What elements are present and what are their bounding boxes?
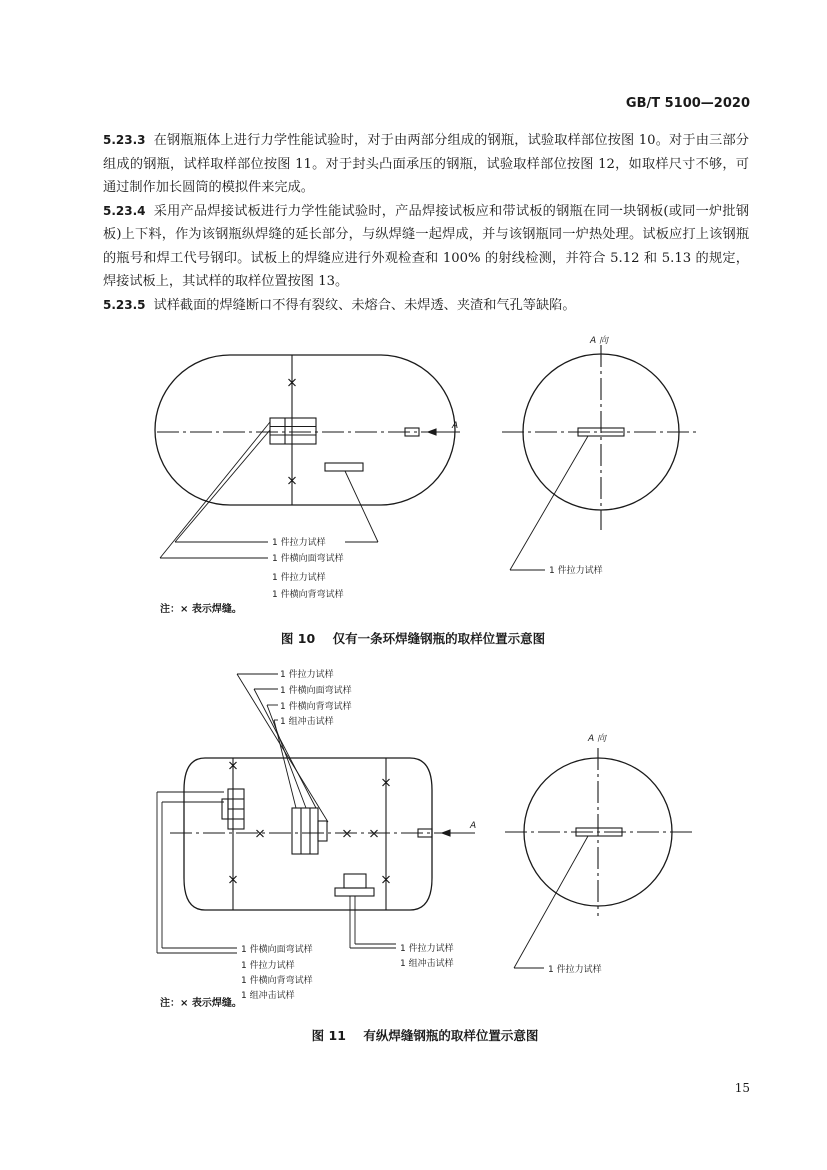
label: 1 件横向面弯试样 (280, 686, 352, 696)
label-list-left (241, 943, 313, 1001)
label: 1 件横向背弯试样 (280, 702, 352, 712)
label-list-top (280, 668, 352, 727)
standard-number: GB/T 5100—2020 (625, 96, 750, 111)
label: 1 件拉力试样 (241, 961, 295, 971)
clause-number: 5.23.3 (103, 133, 146, 147)
cylinder-side-view (170, 758, 470, 910)
end-view-circle (502, 345, 700, 570)
label: 1 件横向面弯试样 (272, 554, 344, 564)
paragraph-text: 试样截面的焊缝断口不得有裂纹、未熔合、未焊透、夹渣和气孔等缺陷。 (153, 297, 576, 313)
end-view-label: 1 件拉力试样 (549, 566, 603, 576)
specimen-group-bottom (335, 874, 374, 896)
leader-lines (160, 422, 378, 558)
clause-number: 5.23.5 (103, 297, 146, 312)
label: 1 件拉力试样 (280, 670, 334, 680)
direction-view-label: A 向 (590, 336, 609, 346)
arrow-label: A (452, 421, 459, 431)
direction-view-label: A 向 (588, 734, 607, 744)
leader-lines-left (157, 792, 237, 953)
view-arrow-a (442, 821, 476, 836)
end-view-label: 1 件拉力试样 (548, 965, 602, 975)
view-arrow-a (428, 421, 458, 435)
figure-note: 注：× 表示焊缝。 (160, 604, 242, 615)
figure-caption: 图 11 有纵焊缝钢瓶的取样位置示意图 (311, 1028, 539, 1043)
body-text (103, 129, 749, 317)
label: 1 件横向背弯试样 (272, 590, 344, 600)
paragraph-5-23-4 (103, 200, 749, 294)
label-list-mid (400, 942, 454, 969)
label: 1 件横向背弯试样 (241, 976, 313, 986)
figure-11 (0, 668, 827, 1048)
label: 1 组冲击试样 (400, 959, 454, 969)
figure-10 (0, 330, 827, 650)
page-number: 15 (734, 1081, 750, 1095)
clause-number: 5.23.4 (103, 203, 146, 218)
figure-note: 注：× 表示焊缝。 (160, 998, 242, 1009)
label: 1 件拉力试样 (272, 573, 326, 583)
specimen-group-center (292, 808, 327, 854)
paragraph-text: 采用产品焊接试板进行力学性能试验时，产品焊接试板应和带试板的钢瓶在同一块钢板(或同一炉批钢板)上下料，作为该钢瓶纵焊缝的延长部分，与纵焊缝一起焊成，并与该钢瓶同一炉热处理。试板应打上该钢瓶的瓶号和焊工代号钢印。试板上的焊缝应进行外观检查和 100% 的射线检测，并符合 5.12 和 5.13 的规定，焊接试板上，其试样的取样位置按图 13。 (103, 203, 749, 289)
specimen-group (270, 418, 316, 444)
arrow-label: A (470, 821, 477, 831)
leader-lines-bottom (350, 896, 396, 948)
end-view-circle (505, 748, 692, 968)
figure-caption: 图 10 仅有一条环焊缝钢瓶的取样位置示意图 (280, 631, 546, 646)
label: 1 件横向面弯试样 (241, 945, 313, 955)
label-list (272, 536, 344, 600)
label: 1 件拉力试样 (400, 944, 454, 954)
paragraph-text: 在钢瓶瓶体上进行力学性能试验时，对于由两部分组成的钢瓶，试验取样部位按图 10。对于由三部分组成的钢瓶，试样取样部位按图 11。对于封头凸面承压的钢瓶，试验取样部位按图 12，如取样尺寸不够，可通过制作加长圆筒的模拟件来完成。 (103, 133, 749, 195)
label: 1 件拉力试样 (272, 538, 326, 548)
paragraph-5-23-5 (103, 294, 749, 318)
leader-lines-top (237, 674, 328, 822)
label: 1 组冲击试样 (280, 717, 334, 727)
paragraph-5-23-3 (103, 129, 749, 200)
tension-specimen (325, 463, 363, 471)
cylinder-side-view (155, 355, 460, 505)
label: 1 组冲击试样 (241, 991, 295, 1001)
